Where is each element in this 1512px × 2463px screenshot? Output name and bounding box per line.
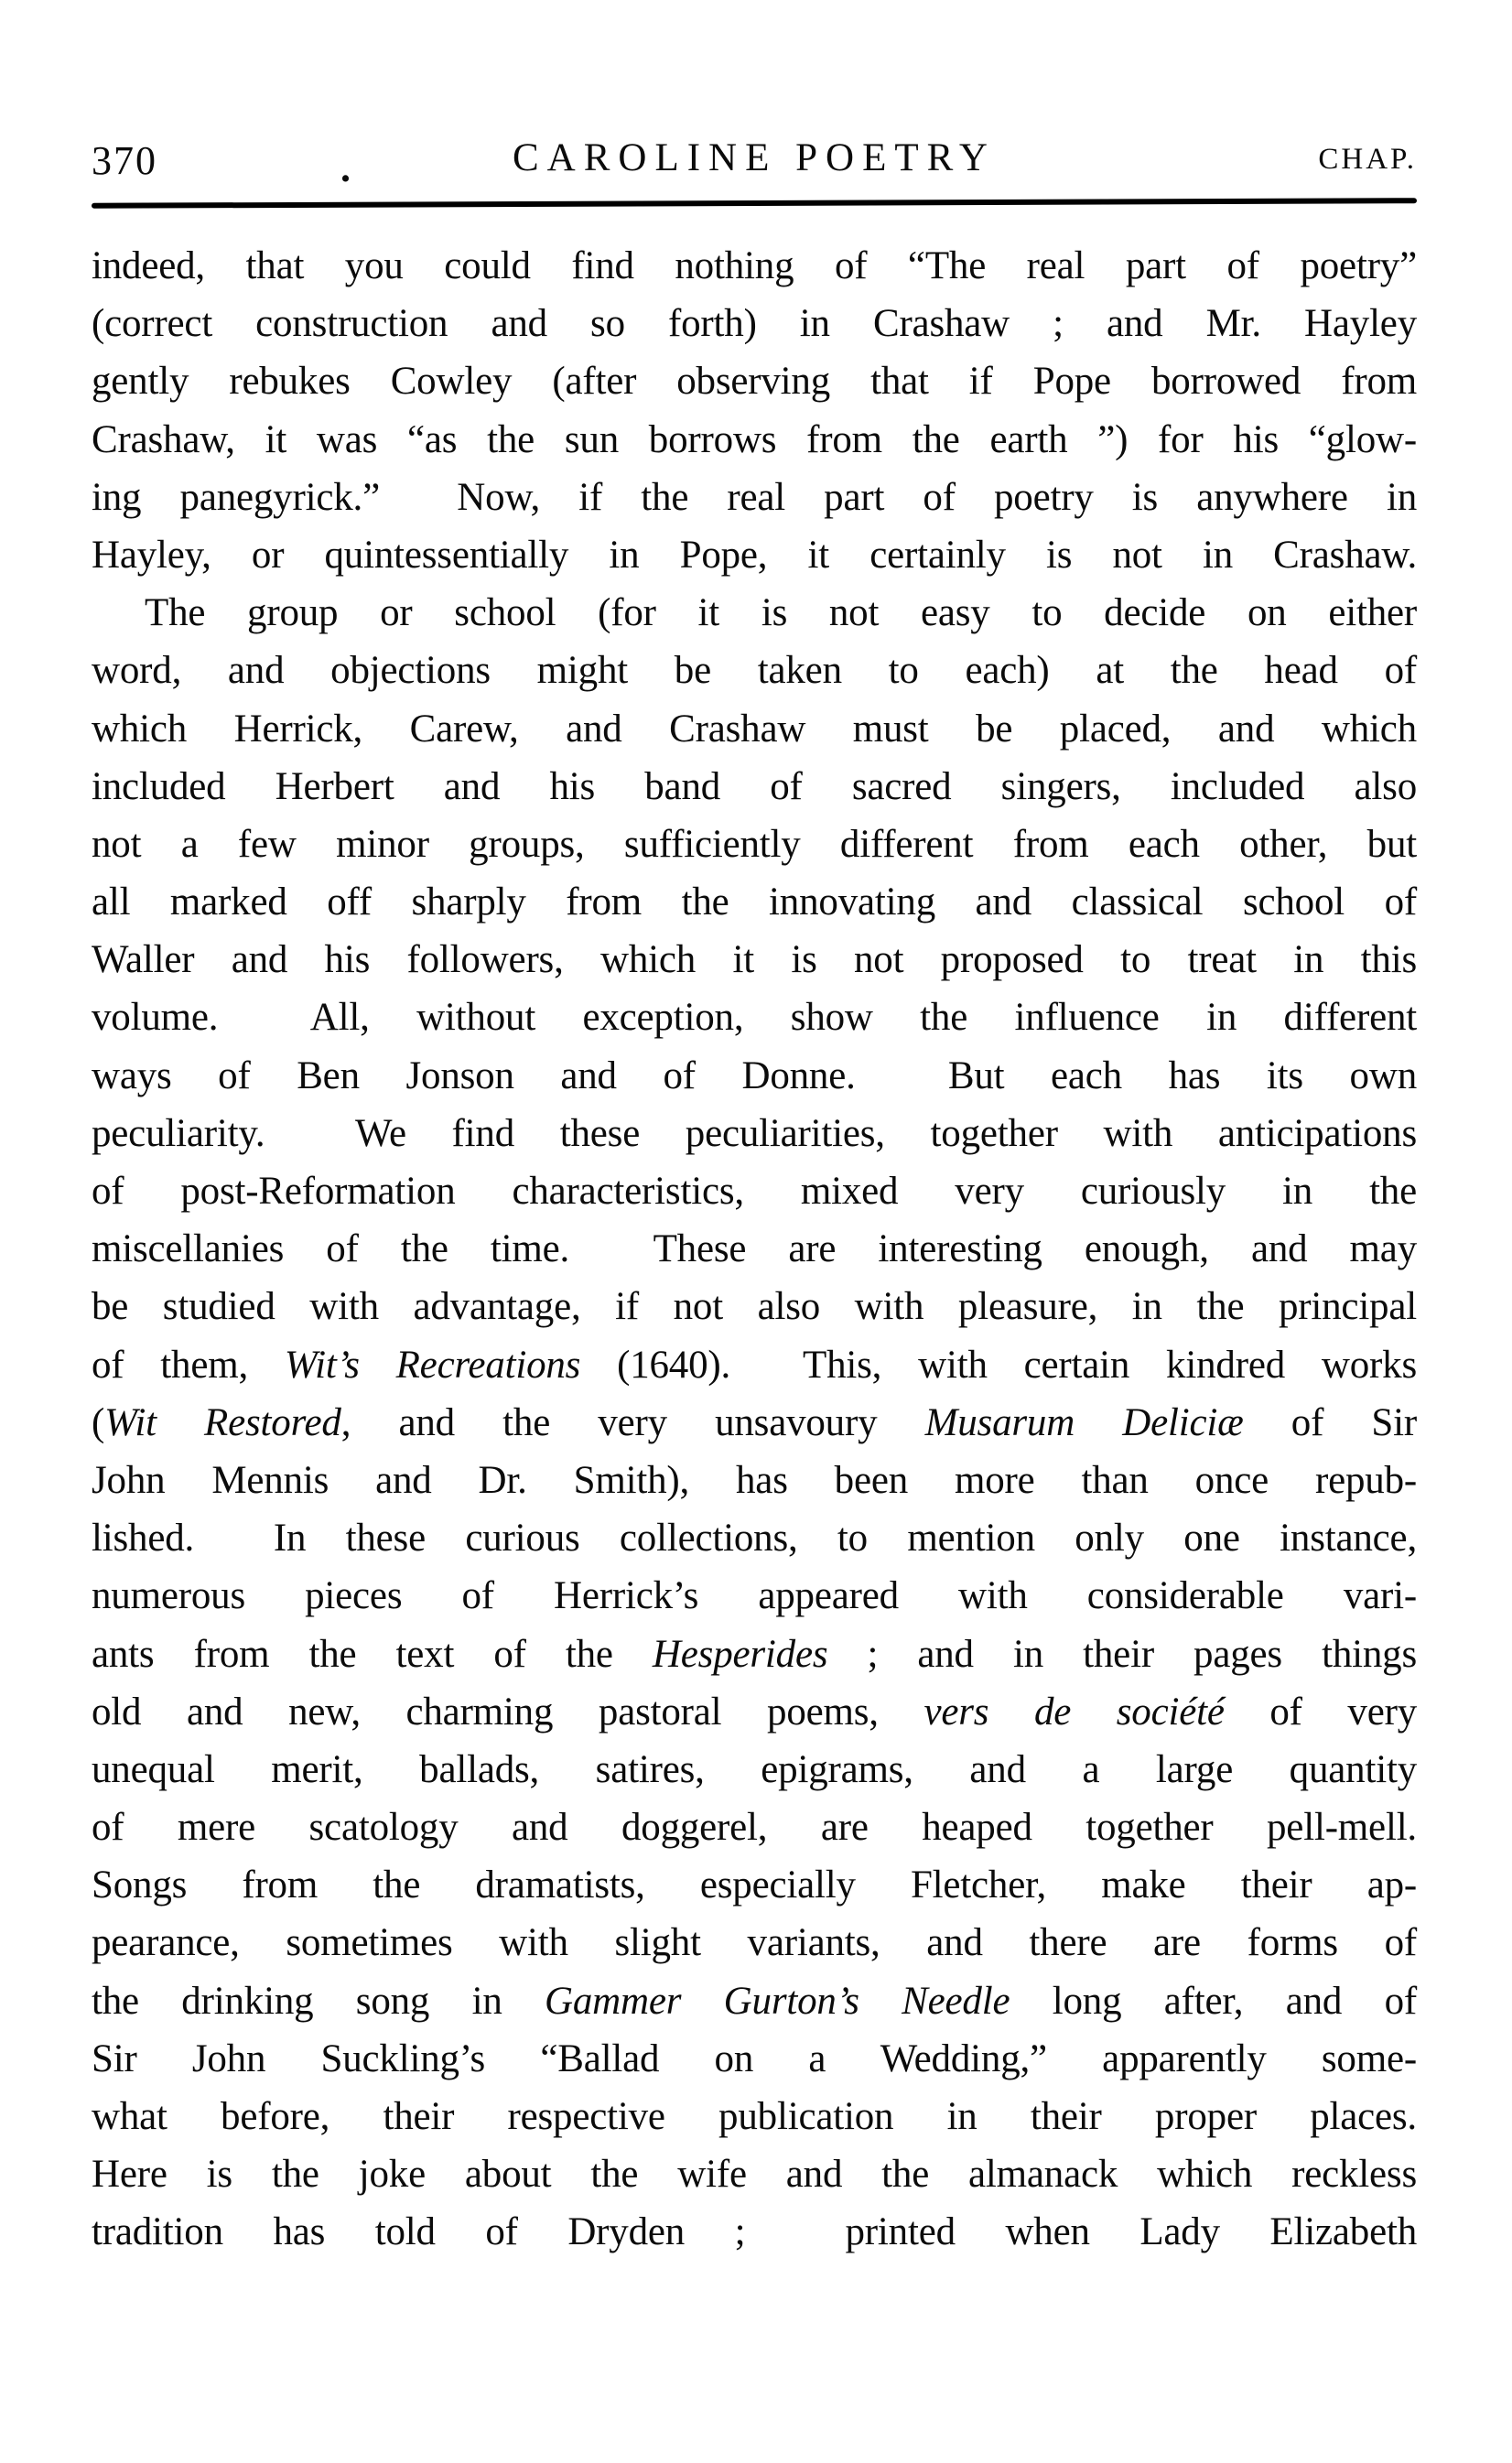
text-segment: ing panegyrick.” Now, if the real part of poetry is anywhere in — [92, 475, 1417, 519]
text-segment: ( — [92, 1400, 105, 1444]
text-line — [92, 1105, 1417, 1162]
text-segment: Crashaw, it was “as the sun borrows from the earth ”) for his “glow- — [92, 417, 1417, 461]
text-segment: Waller and his followers, which it is not proposed to treat in this — [92, 938, 1417, 982]
italic-text-segment: Wit Restored — [104, 1400, 341, 1444]
italic-text-segment: Hesperides — [652, 1632, 828, 1676]
text-line — [92, 1336, 1417, 1394]
text-segment: gently rebukes Cowley (after observing that if Pope borrowed from — [92, 360, 1417, 404]
text-line — [92, 2088, 1417, 2145]
text-line — [92, 2030, 1417, 2088]
italic-text-segment: Wit’s Recreations — [284, 1343, 581, 1387]
text-segment: (1640). This, with certain kindred works — [580, 1343, 1417, 1387]
text-segment: Here is the joke about the wife and the almanack which reckless — [92, 2153, 1417, 2197]
text-line — [92, 469, 1417, 526]
text-line — [92, 1972, 1417, 2030]
body-text — [92, 237, 1417, 2262]
chapter-label: CHAP. — [1318, 143, 1417, 176]
text-segment: ; and in their pages things — [827, 1632, 1417, 1676]
text-line — [92, 931, 1417, 988]
text-segment: numerous pieces of Herrick’s appeared with considerable vari- — [92, 1574, 1417, 1618]
text-line — [92, 1162, 1417, 1220]
text-line — [92, 1452, 1417, 1509]
text-line — [92, 1683, 1417, 1741]
text-line — [92, 2145, 1417, 2203]
text-segment: , and the very unsavoury — [340, 1400, 925, 1444]
text-segment: volume. All, without exception, show the influence in different — [92, 996, 1417, 1040]
text-line — [92, 642, 1417, 699]
text-segment: word, and objections might be taken to each) at the head of — [92, 649, 1417, 693]
text-segment: Songs from the dramatists, especially Fletcher, make their ap- — [92, 1863, 1417, 1907]
text-segment: old and new, charming pastoral poems, — [92, 1690, 924, 1734]
text-line — [92, 237, 1417, 295]
text-line — [92, 1278, 1417, 1335]
text-segment: of very — [1224, 1690, 1418, 1734]
text-segment: what before, their respective publication in their proper places. — [92, 2095, 1417, 2138]
text-segment: not a few minor groups, sufficiently different from each other, but — [92, 822, 1417, 866]
text-line — [92, 295, 1417, 352]
page-header — [92, 135, 1417, 192]
text-line — [92, 1509, 1417, 1567]
text-segment: of mere scatology and doggerel, are heaped together pell-mell. — [92, 1806, 1417, 1850]
text-line — [92, 411, 1417, 469]
text-line — [92, 1741, 1417, 1799]
text-line — [92, 1394, 1417, 1452]
text-segment: unequal merit, ballads, satires, epigrams, and a large quantity — [92, 1747, 1417, 1791]
text-segment: of Sir — [1243, 1400, 1417, 1444]
text-line — [92, 584, 1417, 642]
stray-dot-artifact: . — [340, 146, 351, 190]
text-segment: long after, and of — [1010, 1979, 1417, 2023]
text-segment: of post-Reformation characteristics, mixed very curiously in the — [92, 1170, 1417, 1213]
italic-text-segment: vers de société — [923, 1690, 1225, 1734]
text-line — [92, 1799, 1417, 1856]
text-segment: The group or school (for it is not easy to decide on either — [145, 591, 1417, 635]
text-segment: peculiarity. We find these peculiarities, together with anticipations — [92, 1111, 1417, 1155]
text-segment: which Herrick, Carew, and Crashaw must be placed, and which — [92, 707, 1417, 751]
italic-text-segment: Gammer Gurton’s Needle — [545, 1979, 1010, 2023]
header-divider-rule — [92, 198, 1417, 209]
running-title: CAROLINE POETRY — [513, 136, 996, 179]
text-segment: lished. In these curious collections, to mention only one instance, — [92, 1517, 1417, 1561]
text-line — [92, 758, 1417, 816]
text-line — [92, 988, 1417, 1046]
text-segment: Hayley, or quintessentially in Pope, it certainly is not in Crashaw. — [92, 533, 1417, 577]
text-segment: John Mennis and Dr. Smith), has been more than once repub- — [92, 1458, 1417, 1502]
text-line — [92, 1914, 1417, 1971]
text-line — [92, 1856, 1417, 1914]
text-segment: miscellanies of the time. These are interesting enough, and may — [92, 1227, 1417, 1271]
text-segment: included Herbert and his band of sacred singers, included also — [92, 764, 1417, 808]
italic-text-segment: Musarum Deliciæ — [924, 1400, 1244, 1444]
text-segment: tradition has told of Dryden ; printed when Lady Elizabeth — [92, 2210, 1417, 2254]
page-number: 370 — [92, 138, 157, 183]
text-segment: Sir John Suckling’s “Ballad on a Wedding,” apparently some- — [92, 2036, 1417, 2080]
text-line — [92, 1626, 1417, 1683]
text-line — [92, 873, 1417, 931]
text-segment: of them, — [92, 1343, 285, 1387]
text-segment: pearance, sometimes with slight variants, and there are forms of — [92, 1921, 1417, 1965]
text-segment: the drinking song in — [92, 1979, 545, 2023]
text-line — [92, 2203, 1417, 2261]
text-segment: all marked off sharply from the innovating and classical school of — [92, 880, 1417, 924]
text-line — [92, 1220, 1417, 1278]
text-segment: indeed, that you could find nothing of “The real part of poetry” — [92, 244, 1417, 287]
text-segment: ways of Ben Jonson and of Donne. But each has its own — [92, 1053, 1417, 1097]
text-segment: (correct construction and so forth) in Crashaw ; and Mr. Hayley — [92, 302, 1417, 346]
text-line — [92, 352, 1417, 410]
text-line — [92, 526, 1417, 584]
text-segment: ants from the text of the — [92, 1632, 653, 1676]
text-line — [92, 1567, 1417, 1625]
text-line — [92, 700, 1417, 758]
text-line — [92, 816, 1417, 873]
text-line — [92, 1047, 1417, 1105]
text-segment: be studied with advantage, if not also with pleasure, in the principal — [92, 1285, 1417, 1329]
